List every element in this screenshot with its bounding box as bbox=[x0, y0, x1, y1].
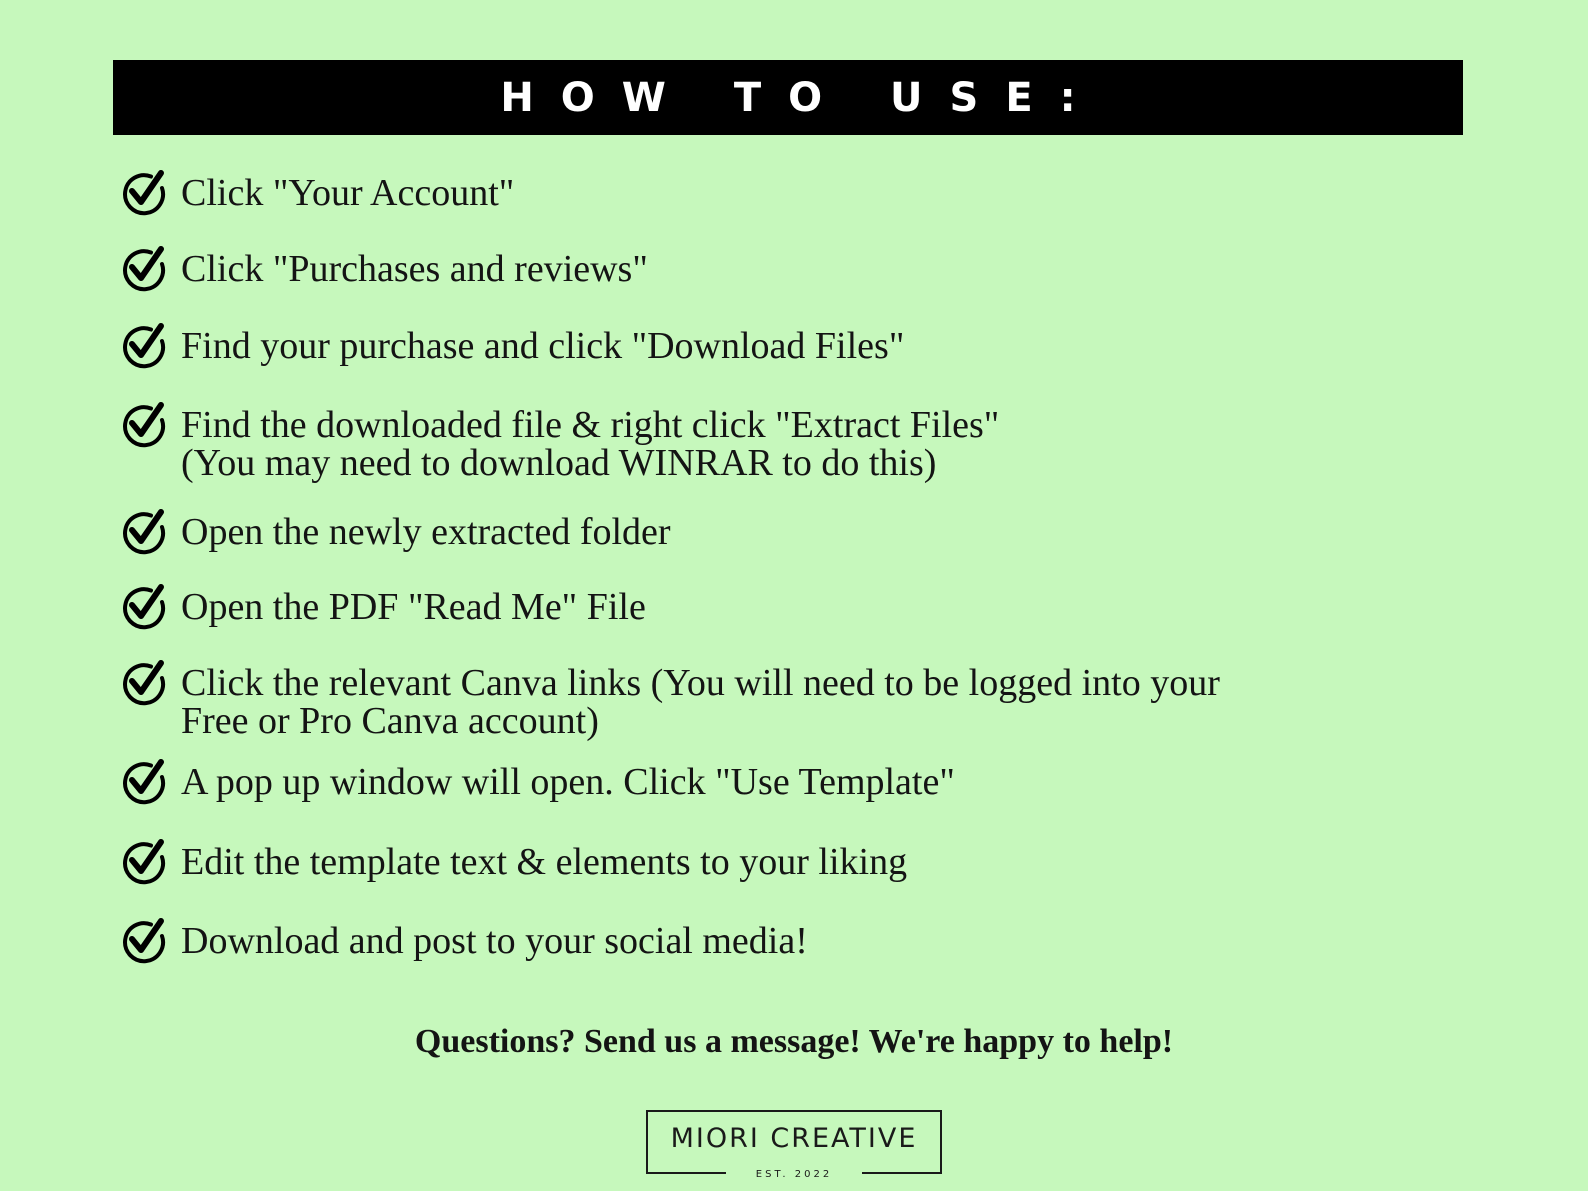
step-line: Open the newly extracted folder bbox=[181, 511, 671, 553]
step-item bbox=[120, 658, 1220, 740]
step-text bbox=[181, 400, 999, 482]
step-item bbox=[120, 321, 904, 369]
step-text bbox=[181, 507, 671, 551]
step-item bbox=[120, 400, 999, 482]
check-circle-icon bbox=[120, 916, 168, 964]
step-item bbox=[120, 244, 648, 292]
step-text bbox=[181, 658, 1220, 740]
check-circle-icon bbox=[120, 244, 168, 292]
help-message: Questions? Send us a message! We're happy to help! bbox=[414, 1023, 1174, 1060]
step-text bbox=[181, 837, 907, 881]
step-line: Free or Pro Canva account) bbox=[181, 700, 599, 742]
step-text bbox=[181, 757, 955, 801]
step-line: Click "Your Account" bbox=[181, 172, 515, 214]
step-item bbox=[120, 168, 514, 216]
step-item bbox=[120, 916, 808, 964]
check-circle-icon bbox=[120, 507, 168, 555]
step-line: Find the downloaded file & right click "Extract Files" bbox=[181, 404, 1000, 446]
step-line: Click the relevant Canva links (You will need to be logged into your bbox=[181, 662, 1220, 704]
brand-established: EST. 2022 bbox=[755, 1169, 833, 1180]
step-item bbox=[120, 757, 955, 805]
step-line: A pop up window will open. Click "Use Template" bbox=[181, 761, 955, 803]
step-text bbox=[181, 244, 648, 288]
step-line: Edit the template text & elements to your liking bbox=[181, 841, 908, 883]
check-circle-icon bbox=[120, 582, 168, 630]
step-item bbox=[120, 582, 646, 630]
step-line: Click "Purchases and reviews" bbox=[181, 248, 648, 290]
step-line: Find your purchase and click "Download Files" bbox=[181, 325, 905, 367]
check-circle-icon bbox=[120, 658, 168, 706]
step-line: (You may need to download WINRAR to do this) bbox=[181, 442, 937, 484]
step-text bbox=[181, 168, 514, 212]
step-text bbox=[181, 916, 808, 960]
step-line: Open the PDF "Read Me" File bbox=[181, 586, 646, 628]
page-title: HOW TO USE: bbox=[500, 74, 1103, 121]
header-banner bbox=[113, 60, 1463, 135]
check-circle-icon bbox=[120, 400, 168, 448]
check-circle-icon bbox=[120, 168, 168, 216]
step-line: Download and post to your social media! bbox=[181, 920, 808, 962]
brand-logo bbox=[646, 1110, 942, 1180]
check-circle-icon bbox=[120, 837, 168, 885]
check-circle-icon bbox=[120, 321, 168, 369]
check-circle-icon bbox=[120, 757, 168, 805]
step-text bbox=[181, 582, 646, 626]
brand-name: MIORI CREATIVE bbox=[670, 1123, 918, 1154]
step-item bbox=[120, 507, 671, 555]
step-text bbox=[181, 321, 904, 365]
step-item bbox=[120, 837, 907, 885]
